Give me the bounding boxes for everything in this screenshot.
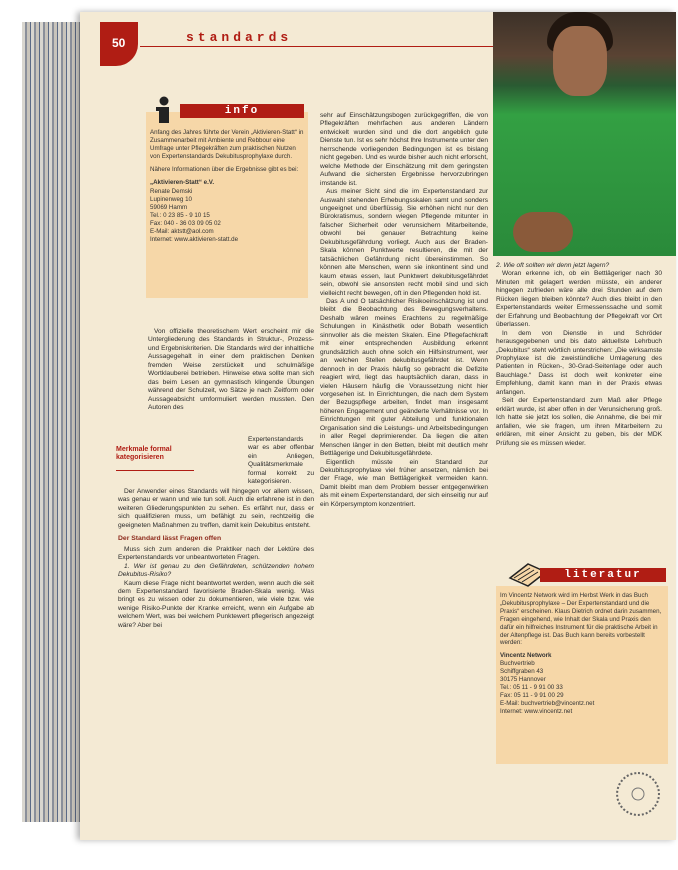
page-number: 50 [112, 36, 126, 50]
info-paragraph: Anfang des Jahres führte der Verein „Aktivieren-Statt“ in Zusammenarbeit mit Ambiente und Rebbour eine Umfrage unter Pflegekräften zum praktischen Nutzen von Expertenstandards Dekubitusprophylaxe durch. [150, 129, 304, 161]
article-column-1-narrow [248, 436, 314, 487]
article-paragraph: Eigentlich müsste ein Standard zur Dekubitusprophylaxe viel früher ansetzen, nämlich bei der Frage, wie man Bettlägerigkeit vermeiden kann. Damit bleibt man dem Problem besser entgegenwirken als mit einem Expertenstandard, der sich einseitig nur auf ein Körpersymptom konzentriert. [320, 458, 488, 508]
info-address-line: Renate Demski [150, 187, 193, 195]
literatur-text [500, 592, 664, 716]
article-paragraph: sehr auf Einschätzungsbogen zurückgegriffen, die von Pflegekräften mehrfachen aus anderen Ländern entwickelt wurden sind und die dort angeblich gute Dienste tun. Ist es sehr höchst lhre Instrumente unter den herrschende vorliegenden Bedingungen ist es bislang nicht gegeben. Und es wurde bisher auch nicht erforscht, welche Methode der Einschätzung mit dem geringsten Aufwand die sichersten Ergebnisse hervorzubringen imstande ist. [320, 112, 488, 187]
article-column-3 [496, 262, 662, 448]
side-heading-rule [116, 470, 194, 471]
side-heading: Merkmale formal kategorisieren [116, 446, 172, 462]
article-paragraph: Kaum diese Frage nicht beantwortet werden, wenn auch die seit dem Expertenstandard favorisierte Braden-Skala wenig. Was bringt es zu wissen oder zu dokumentieren, wie viele bzw. wie wenige Risiko-Punkte der Kranke erreicht, wenn ein Aufgabe ab welchem Wert, was bei welchem Punktewert pflegerisch angezeigt wäre? Aber bei [118, 579, 314, 629]
article-paragraph: Von offizielle theoretischem Wert erscheint mir die Untergliederung des Standards in Struktur-, Prozess- und Ergebniskriterien. Die Standards wird der inhaltliche Aussagegehalt in einer dem praktischen Denken fremden Weise zerstückelt und schulmäßige Wortklauberei betrieben. Hinweise etwa sollte man sich das beim Lesen an gymnastisch klingende Übungen während der Schulzeit, wo Sätze je nach Zeitform oder Aussageabsicht umformuliert werden mussten. Den Autoren des [148, 328, 314, 412]
literatur-address-line: Schiffgraben 43 [500, 668, 544, 676]
info-text [150, 129, 304, 244]
literatur-address-name: Vincentz Network [500, 652, 552, 660]
section-title: standards [186, 30, 293, 45]
literatur-address-line: E-Mail: buchvertrieb@vincentz.net [500, 699, 595, 707]
info-address-line: Fax: 040 - 36 03 09 05 02 [150, 219, 221, 227]
article-paragraph: In dem von Dienstle in und Schröder herausgegebenen und bis dato aktuellste Lehrbuch „Dekubitus“ steht wörtlich unterstrichen: „Die wirksamste Prophylaxe ist die zweistündliche Umlagerung des Patienten in Rücken-, 30-Grad-Seitenlage oder auch Bauchlage.“ Dass ist doch weit konkreter eine Empfehlung, damit kann man in der Praxis etwas anfangen. [496, 329, 662, 396]
stamp-seal-graphic [618, 774, 658, 814]
literatur-address-line: Internet: www.vincentz.net [500, 707, 573, 715]
literatur-address-line: Buchvertrieb [500, 660, 535, 668]
article-paragraph: Expertenstandards war es aber offenbar ein Anliegen, Qualitätsmerkmale formal korrekt zu kategorisieren. [248, 436, 314, 486]
header-divider [140, 46, 510, 47]
literatur-address-line: Fax: 05 11 - 9 91 00 29 [500, 691, 564, 699]
article-column-2 [320, 112, 488, 509]
photo-hands [513, 212, 573, 252]
literatur-title: literatur [540, 568, 666, 582]
literatur-paragraph: Im Vincentz Network wird im Herbst Werk in das Buch „Dekubitusprophylaxe – Der Expertenstandard und die Praxis“ erscheinen. Klaus Dietrich ordnet darin zusammen, Fragen eingehend, wie Inhalt der Skala und Praxis den dafür ein hilfreiches Instrument für die praktische Arbeit in der Altenpflege ist. Das Buch kann bereits vorbestellt werden: [500, 592, 662, 647]
info-paragraph: Nähere Informationen über die Ergebnisse gibt es bei: [150, 166, 299, 174]
article-column-1-top [148, 328, 314, 413]
article-paragraph: Woran erkenne ich, ob ein Bettlägeriger nach 30 Minuten mit gelagert werden müsste, ein anderer hingegen zufrieden wäre alle drei Stunden auf dem Rücken liegen bleiben könnte? Auch dies bleibt in den Expertenstandards weiter Ermessenssache und somit der Erfahrung und Beobachtung der Pflegekraft vor Ort überlassen. [496, 270, 662, 329]
article-paragraph: Das A und O tatsächlicher Risikoeinschätzung ist und bleibt die Beobachtung des Bewegungsverhaltens. Deshalb wären meines Erachtens zu regelmäßige Schulungen in Kinästhetik oder Bobath wesentlich sinnvoller als die meisten Skalen. Eine Pflegefachkraft mit einer entsprechenden Ausbildung erkennt grundsätzlich auch ohne solch ein Hilfsinstrument, wer an welchen Stellen dekubitusgefährdet ist. Wenn dennoch in der Praxis häufig so gebracht die Defizite reagiert wird, liegt das hauptsächlich daran, dass in vielen Häusern häufig die Voraussetzung nicht hier vorgesehen ist. In Einrichtungen, die nach dem System der Bezugspflege arbeiten, findet man insgesamt höheren Engagement und geänderte Verhältnisse vor. In Einrichtungen mit guter Abteilung und funktionalen Organisation sind die Leistungs- und Arbeitsbedingungen in aller Regel deprimierender. Da liegen die alten Menschen länger in den Betten, bleibt mit deutlich mehr Bettlägerige und Dekubitusgefährdete. [320, 297, 488, 458]
article-paragraph: Aus meiner Sicht sind die im Expertenstandard zur Auswahl stehenden Erhebungsskalen samt und sonders ungeeignet und überflüssig. Sie erhöhen nicht nur den Bürokratismus, sondern wiegen Pflegende mitunter in falscher Sicherheit oder verunsichern Mitarbeitende, obwohl bei genauer Betrachtung keine Dekubitusgefährdung vorliegt. Auch aus der Braden-Skala können Punktwerte resultieren, die mit der tatsächlichen Gefährdung nicht übereinstimmen. So können alte Menschen, wenn sie inkontinent sind und kaum etwas essen, laut Punktwert dekubitusgefährdet sein, obwohl sie ansonsten recht mobil sind und sich vielleicht recht bewegen, oft in den Pflegenden hold ist. [320, 188, 488, 297]
article-paragraph: Muss sich zum anderen die Praktiker nach der Lektüre des Expertenstandards vor unbeantworteten Fragen. [118, 545, 314, 562]
info-address-name: „Aktivieren-Statt“ e.V. [150, 179, 215, 187]
info-address-line: 59069 Hamm [150, 203, 188, 211]
question-heading: 1. Wer ist genau zu den Gefährdeten, schützenden hohem Dekubitus-Risiko? [118, 562, 314, 579]
info-address-line: E-Mail: aktstt@aol.com [150, 228, 214, 236]
info-address-line: Lupinenweg 10 [150, 195, 192, 203]
article-paragraph: Der Anwender eines Standards will hingegen vor allem wissen, was genau er wann und wie tun soll. Auch die erfahrene ist in den weiteren Gliederungspunkten zu sehen. Es erfährt nur, dass er sich qualifizieren muss, um befähigt zu sein, rechtzeitig die geeigneten Maßnahmen zu treffen, damit kein Dekubitus entsteht. [118, 488, 314, 529]
info-icon [150, 95, 178, 125]
literatur-address-line: 30175 Hannover [500, 676, 546, 684]
info-title: info [180, 104, 304, 118]
literatur-address-line: Tel.: 05 11 - 9 91 00 33 [500, 683, 563, 691]
stamp-seal [616, 772, 660, 816]
article-paragraph: Seit der Expertenstandard zum Maß aller Pflege erklärt wurde, ist aber offen in der Verunsicherung groß. Ich hatte sie jetzt los sollen, die Annahme, die bei mir anfallen, wie sie fragen, um ihren Mitarbeitern zu erklären, mit einer Ansicht zu geben, bis der MDK Prüfung sie es müssen wieder. [496, 397, 662, 447]
article-column-1-bottom [118, 488, 314, 630]
section-heading: Der Standard lässt Fragen offen [118, 535, 222, 543]
cover-photo [493, 12, 676, 256]
info-address-line: Tel.: 0 23 85 - 9 10 15 [150, 211, 210, 219]
question-heading: 2. Wie oft sollten wir denn jetzt lagern? [496, 262, 610, 269]
photo-face [553, 26, 607, 96]
info-address-line: Internet: www.aktivieren-statt.de [150, 236, 239, 244]
